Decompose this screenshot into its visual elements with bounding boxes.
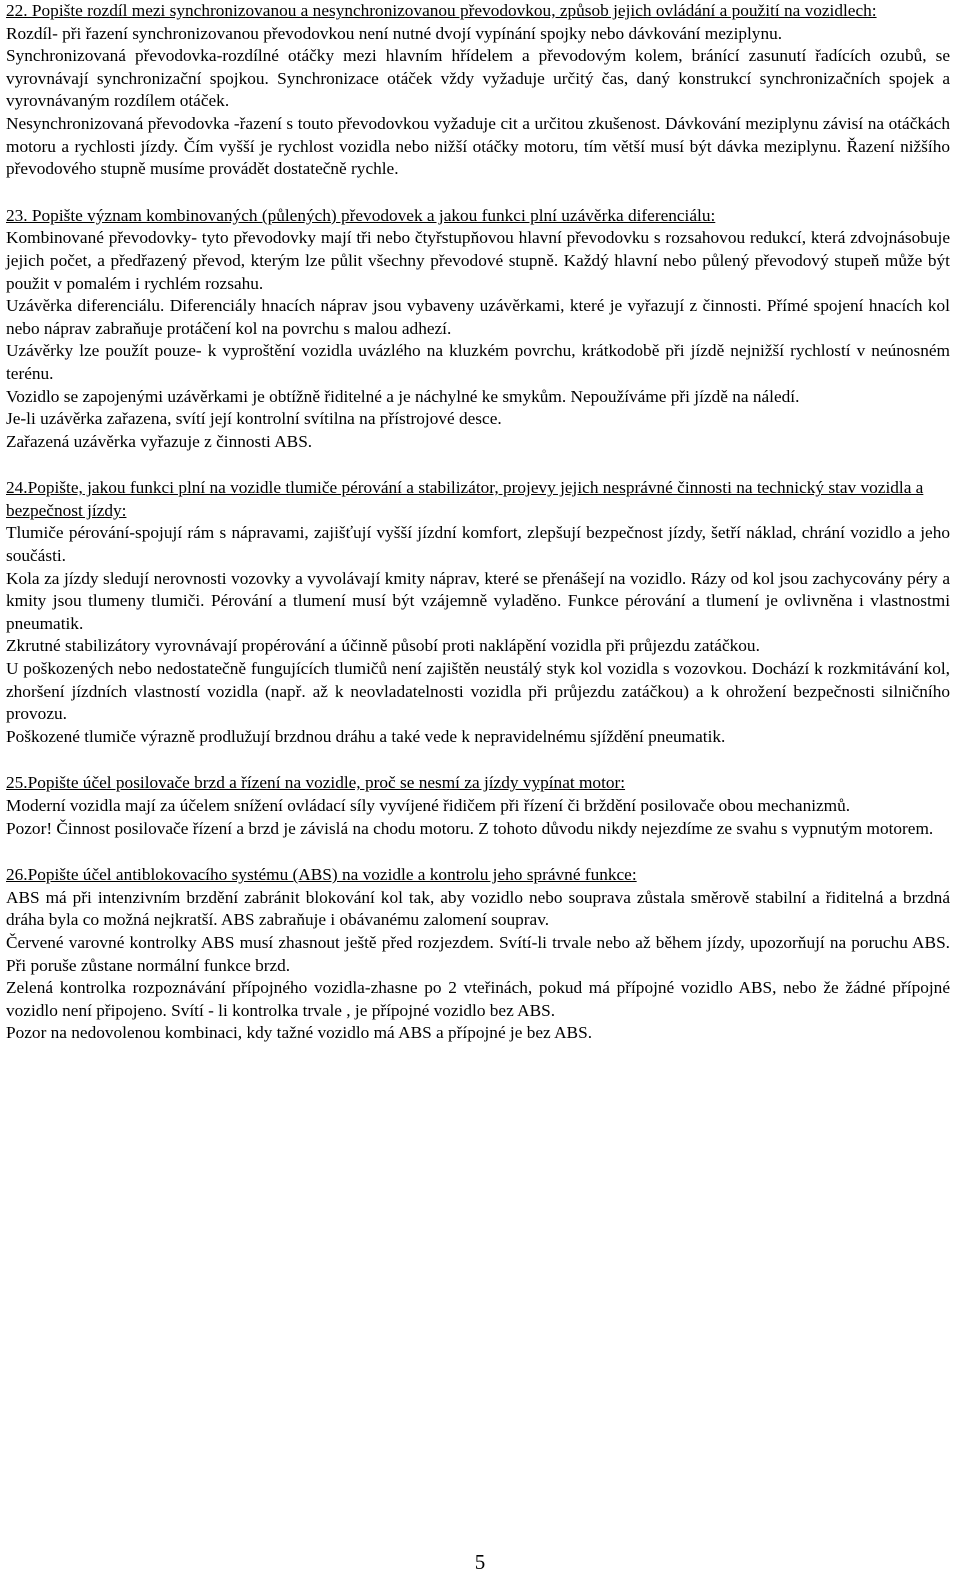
document-page [6,0,950,1045]
paragraph: U poškozených nebo nedostatečně fungujících tlumičů není zajištěn neustálý styk kol vozidla s vozovkou. Dochází k rozkmitávání kol, zhoršení jízdních vlastností vozidla (např. až k neovladatelnosti vozidla při průjezdu zatáčkou) a k ohrožení bezpečnosti silničního provozu. [6,659,950,724]
paragraph: ABS má při intenzivním brzdění zabránit blokování kol tak, aby vozidlo nebo souprava zůstala směrově stabilní a řiditelná a brzdná dráha byla co možná nejkratší. ABS zabraňuje i obávanému zalomení souprav. [6,887,950,930]
section-22 [6,0,950,181]
paragraph: Je-li uzávěrka zařazena, svítí její kontrolní svítilna na přístrojové desce. [6,409,502,429]
section-24 [6,477,950,748]
section-25 [6,772,950,840]
paragraph: Uzávěrka diferenciálu. Diferenciály hnacích náprav jsou vybaveny uzávěrkami, které je vyřazují z činnosti. Přímé spojení hnacích kol nebo náprav zabraňuje protáčení kol na povrchu s malou adhezí. [6,296,950,338]
paragraph: Kombinované převodovky- tyto převodovky mají tři nebo čtyřstupňovou hlavní převodovku s rozsahovou redukcí, která zdvojnásobuje jejich počet, a předřazený převod, kterým lze půlit všechny převodové stupně. Každý hlavní nebo půlený převodový stupeň může být použit v pomalém i rychlém rozsahu. [6,228,950,293]
section-gap [6,748,950,772]
section-gap [6,181,950,205]
paragraph: Uzávěrky lze použít pouze- k vyproštění vozidla uvázlého na kluzkém povrchu, krátkodobě při jízdě nejnižší rychlostí v neúnosném terénu. [6,341,950,383]
question-heading: 23. Popište význam kombinovaných (půlených) převodovek a jakou funkci plní uzávěrka diferenciálu: [6,205,716,225]
section-26 [6,864,950,1045]
paragraph: Zkrutné stabilizátory vyrovnávají propérování a účinně působí proti naklápění vozidla při průjezdu zatáčkou. [6,636,760,656]
question-heading: 24.Popište, jakou funkci plní na vozidle tlumiče pérování a stabilizátor, projevy jejich nesprávné činnosti na technický stav vozidla a bezpečnost jízdy: [6,478,924,520]
question-heading: 22. Popište rozdíl mezi synchronizovanou a nesynchronizovanou převodovkou, způsob jejich ovládání a použití na vozidlech: [6,1,877,20]
paragraph: Synchronizovaná převodovka-rozdílné otáčky mezi hlavním hřídelem a převodovým kolem, bránící zasunutí řadících ozubů, se vyrovnávají synchronizační spojkou. Synchronizace otáček vždy vyžaduje určitý čas, daný konstrukcí synchronizačních spojek a vyrovnávaným rozdílem otáček. [6,46,950,111]
paragraph: Nesynchronizovaná převodovka -řazení s touto převodovkou vyžaduje cit a určitou zkušenost. Dávkování meziplynu závisí na otáčkách motoru a rychlosti jízdy. Čím vyšší je rychlost vozidla nebo nižší otáčky motoru, tím větší musí být dávka meziplynu. Řazení nižšího převodového stupně musíme provádět dostatečně rychle. [6,113,950,179]
paragraph: Zařazená uzávěrka vyřazuje z činnosti ABS. [6,431,313,451]
paragraph: Červené varovné kontrolky ABS musí zhasnout ještě před rozjezdem. Svítí-li trvale nebo až během jízdy, upozorňují na poruchu ABS. Při poruše zůstane normální funkce brzd. [6,932,950,975]
paragraph: Pozor! Činnost posilovače řízení a brzd je závislá na chodu motoru. Z tohoto důvodu nikdy nejezdíme ze svahu s vypnutým motorem. [6,818,934,838]
paragraph: Kola za jízdy sledují nerovnosti vozovky a vyvolávají kmity náprav, které se přenášejí na vozidlo. Rázy od kol jsou zachycovány péry a kmity jsou tlumeny tlumiči. Pérování a tlumení musí být vzájemně vyladěno. Funkce pérování a tlumení je ovlivněna i vlastnostmi pneumatik. [6,568,950,633]
section-gap [6,453,950,477]
page-number: 5 [474,1550,486,1574]
paragraph: Tlumiče pérování-spojují rám s nápravami, zajišťují vyšší jízdní komfort, zlepšují bezpečnost jízdy, šetří náklad, chrání vozidlo a jeho součásti. [6,523,950,566]
section-gap [6,840,950,864]
paragraph: Vozidlo se zapojenými uzávěrkami je obtížně řiditelné a je náchylné ke smykům. Nepoužíváme při jízdě na náledí. [6,386,800,406]
paragraph: Pozor na nedovolenou kombinaci, kdy tažné vozidlo má ABS a přípojné je bez ABS. [6,1023,593,1043]
paragraph: Moderní vozidla mají za účelem snížení ovládací síly vyvíjené řidičem při řízení či brždění posilovače obou mechanizmů. [6,796,851,815]
paragraph: Zelená kontrolka rozpoznávání přípojného vozidla-zhasne po 2 vteřinách, pokud má přípojné vozidlo ABS, nebo že žádné přípojné vozidlo není připojeno. Svítí - li kontrolka trvale , je přípojné vozidlo bez ABS. [6,978,950,1020]
section-23 [6,205,950,454]
paragraph: Poškozené tlumiče výrazně prodlužují brzdnou dráhu a také vede k nepravidelnému sjíždění pneumatik. [6,726,726,746]
question-heading: 26.Popište účel antiblokovacího systému (ABS) na vozidle a kontrolu jeho správné funkce: [6,865,637,885]
question-heading: 25.Popište účel posilovače brzd a řízení na vozidle, proč se nesmí za jízdy vypínat motor: [6,773,626,793]
paragraph: Rozdíl- při řazení synchronizovanou převodovkou není nutné dvojí vypínání spojky nebo dávkování meziplynu. [6,23,783,43]
